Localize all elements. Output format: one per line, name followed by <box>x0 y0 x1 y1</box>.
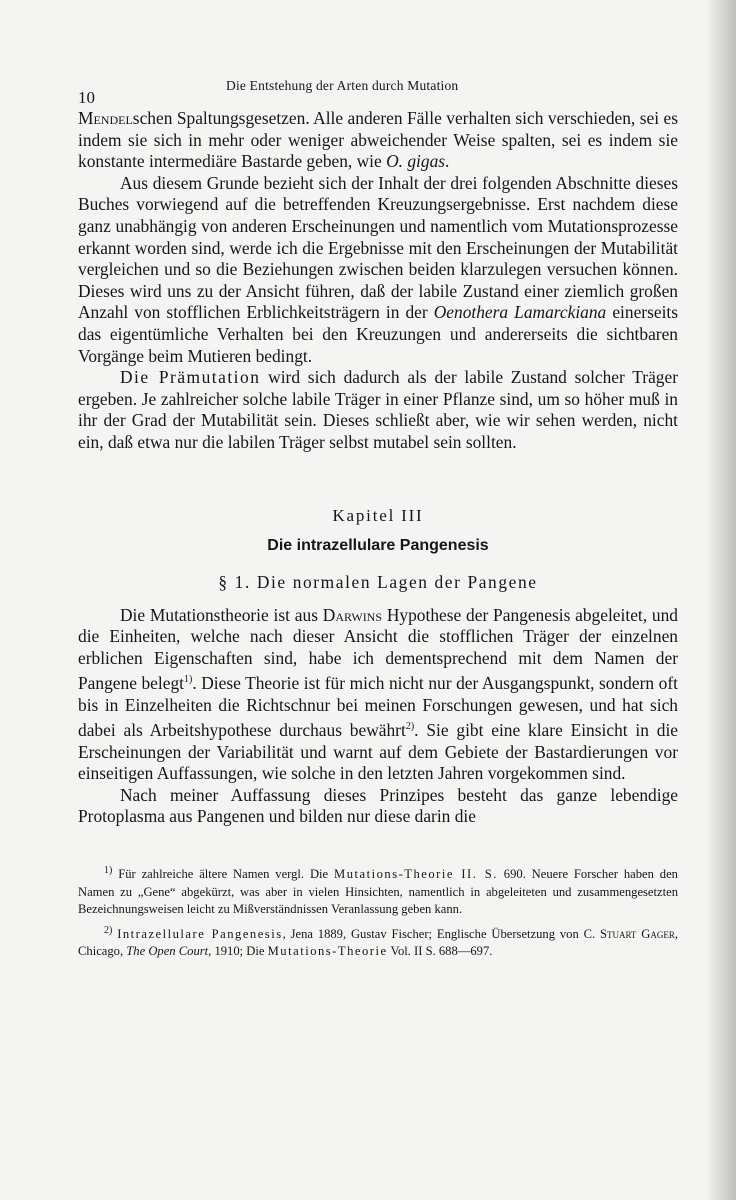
text-run: Mutations-Theorie II. S. <box>334 867 498 882</box>
text-run: wird sich dadurch als der labile Zustand solcher Träger ergeben. Je zahlreicher solche labile Träger in einer Pflanze sind, um so höher muß in ihr der Grad der Mutabilität sein. Dieses schließt aber, wie wir sehen werden, nicht ein, daß etwa nur die labilen Träger selbst mutabel sein sollten. <box>78 367 678 452</box>
text-run: Für zahlreiche ältere Namen vergl. Die <box>112 867 335 882</box>
text-run: Mendel <box>78 108 133 128</box>
running-head <box>78 72 678 108</box>
text-run: 690. Neuere Forscher haben den Namen zu „Gene“ abgekürzt, was aber in vielen Hinsichten, namentlich in abgeleiteten und zusammengesetzten Bezeichnungsweisen leicht zu Mißverständnissen Veranlassung geben kann. <box>78 867 678 917</box>
text-run: The Open Court <box>126 944 209 959</box>
text-run: Vol. II S. 688—697. <box>387 944 493 959</box>
paragraph <box>78 108 678 173</box>
text-run: Nach meiner Auffassung dieses Prinzipes besteht das ganze lebendige Protoplasma aus Pangenen und bilden nur diese darin die <box>78 784 678 827</box>
text-run: 2) <box>405 721 415 733</box>
text-run: Stuart Gager <box>599 926 675 941</box>
book-page <box>78 72 678 964</box>
paragraph <box>78 605 678 785</box>
text-run: . <box>445 151 450 172</box>
text-run: Intrazellulare Pangenesis <box>117 926 283 941</box>
text-run: 2) <box>104 924 113 936</box>
page-number: 10 <box>78 88 95 107</box>
text-run: . Sie gibt eine klare Einsicht in die Erscheinungen der Variabilität und warnt auf dem Gebiete der Bastardierungen vor einseitigen Auffassungen, wie solche in den letzten Jahren vorgekommen sind. <box>78 720 679 784</box>
scan-edge-shadow <box>706 0 736 1200</box>
chapter-heading <box>78 506 678 593</box>
text-run: . Diese Theorie ist für mich nicht nur der Ausgangspunkt, sondern oft bis in Einzelheiten die Richtschnur bei meinen Forschungen gewesen, und hat sich dabei als Arbeitshypothese durchaus bewährt <box>78 673 678 741</box>
text-run: , 1910; Die <box>208 944 268 959</box>
running-title: Die Entstehung der Arten durch Mutation <box>226 78 459 93</box>
text-run: Die Mutationstheorie ist aus <box>120 604 323 625</box>
text-run: Die Prämutation <box>120 367 261 388</box>
text-run: einerseits das eigentümliche Verhalten bei den Kreuzungen und andererseits die sichtbaren Vorgänge beim Mutieren bedingt. <box>78 302 678 366</box>
text-run: Darwins <box>322 604 383 625</box>
paragraph <box>78 173 678 367</box>
footnotes <box>78 862 678 961</box>
text-run: , Chicago, <box>78 926 678 959</box>
footnote <box>78 862 678 919</box>
section-title: § 1. Die normalen Lagen der Pangene <box>218 571 538 592</box>
chapter-title: Die intrazellulare Pangenesis <box>267 536 489 554</box>
text-run: Aus diesem Grunde bezieht sich der Inhalt der drei folgenden Abschnitte dieses Buches vorwiegend auf die betreffenden Kreuzungsergebnisse. Erst nachdem diese ganz unabhängig von anderen Erscheinungen und namentlich vom Mutationsprozesse erkannt worden sind, werde ich die Ergebnisse mit den Erscheinungen der Mutabilität vergleichen und so die Beziehungen zwischen beiden klarzulegen versuchen können. Dieses wird uns zu der Ansicht führen, daß der labile Zustand einer ziemlich großen Anzahl von stofflichen Erblichkeitsträgern in der <box>78 172 678 323</box>
text-run: Mutations-Theorie <box>267 944 388 959</box>
paragraph <box>78 785 678 828</box>
text-run: 1) <box>104 865 113 877</box>
text-run: Hypothese der Pangenesis abgeleitet, und die Einheiten, welche nach dieser Ansicht die stofflichen Träger der einzelnen erblichen Eigenschaften sind, habe ich dementsprechend mit dem Namen der Pangene belegt <box>78 604 678 694</box>
paragraph <box>78 367 678 453</box>
text-run: Oenothera Lamarckiana <box>433 302 607 323</box>
footnote <box>78 922 678 961</box>
text-run: O. gigas <box>386 151 446 172</box>
text-run: schen Spaltungsgesetzen. Alle anderen Fälle verhalten sich verschieden, sei es indem sie sich in mehr oder weniger abweichender Weise spalten, sei es indem sie konstante intermediäre Bastarde geben, wie <box>78 108 678 172</box>
chapter-label: Kapitel III <box>332 505 424 525</box>
text-run: 1) <box>183 674 193 686</box>
text-run: , Jena 1889, Gustav Fischer; Englische Übersetzung von C. <box>282 926 600 941</box>
